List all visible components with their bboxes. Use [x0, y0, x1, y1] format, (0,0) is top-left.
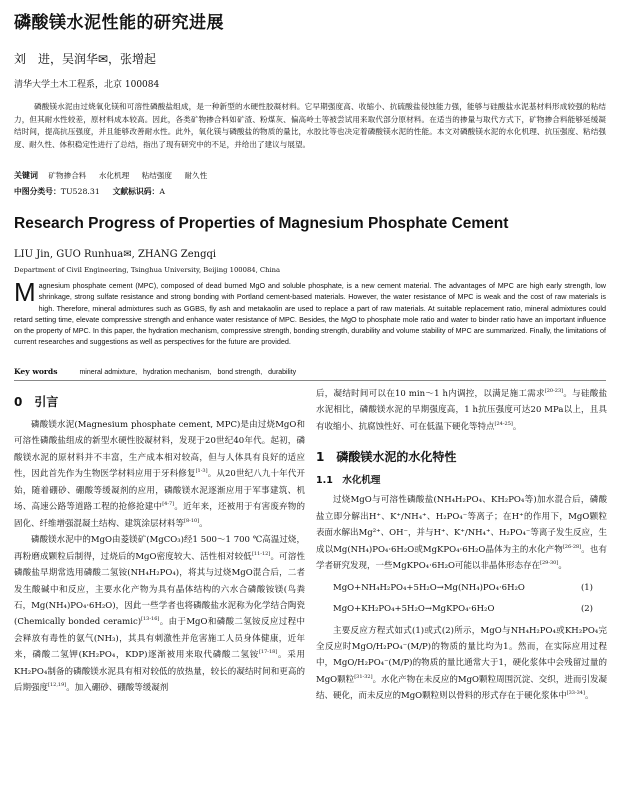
keyword-cn: 水化机理: [98, 171, 130, 180]
keyword-cn: 矿物掺合料: [48, 171, 87, 180]
keywords-cn-label: 关键词: [14, 171, 38, 180]
abstract-en-text: agnesium phosphate cement (MPC), composed of dead burned MgO and soluble phosphate, is a new cement material. The advantages of MPC are high early strength, low shrinkage, strong sulfate resistance and strong bonding with Portland cement-based materials. However, the water resistance of MPC is weak and the cost of raw materials is high. Therefore, mineral admixtures such as GGBS, fly ash and metakaolin are used to replace a part of raw materials. At suitable replacement ratio, mineral admixtures could retard setting time, elevate compressive strength and enhance water resistance of MPC. Besides, the MgO to phosphate mole ratio and water to binder ratio have an important influence on the property of MPC. In this paper, the hydration mechanism, compressive strength, bonding strength, durability and volume stability of MPC are summarized. Finally, the limitations of current researches and suggestions as well as perspectives for the future are provided.: [14, 281, 606, 347]
equation-number: (2): [580, 604, 593, 615]
text-run: 。采用KH₂PO₄制备的磷酸镁水泥具有相对较低的放热量，较长的凝结时间和更高的后期强度: [14, 650, 305, 694]
keyword-cn: 粘结强度: [141, 171, 172, 180]
text-run: 后，凝结时间可以在10 min～1 h内调控，以满足施工需求: [316, 389, 545, 399]
text-run: 。与硅酸盐水泥相比，磷酸镁水泥的早期强度高，1 h抗压强度可达20 MPa以上，且具有收缩小、抗腐蚀性好、可在低温下硬化等特点: [316, 389, 607, 432]
equation-1: [316, 580, 607, 596]
text-run: 。: [512, 421, 522, 432]
affiliation-cn: 清华大学土木工程系，北京 100084: [14, 80, 160, 90]
citation: [1-3]: [195, 468, 208, 475]
citation: [33-34]: [566, 690, 585, 697]
subsection-heading-1-1: 1.1 水化机理: [316, 475, 381, 487]
affiliation-en: Department of Civil Engineering, Tsinghua University, Beijing 100084, China: [14, 266, 281, 274]
keyword-en: mineral admixture,: [79, 369, 138, 376]
text-run: 。: [584, 691, 594, 702]
keyword-en: bond strength,: [217, 369, 263, 376]
left-column: [14, 386, 305, 697]
text-run: 。由于MgO和磷酸二氢铵反应过程中会释放有毒性的氨气(NH₃)，其具有刺激性并危害施工人员身体健康，近年来，磷酸二氢钾(KH₂PO₄，KDP)逐渐被用来取代磷酸二氢铵: [14, 617, 306, 661]
equation-number: (1): [580, 582, 593, 593]
text-run: 。: [199, 518, 208, 529]
citation: [17-18]: [258, 649, 278, 656]
equation-text: MgO+KH₂PO₄+5H₂O→MgKPO₄·6H₂O: [333, 604, 495, 615]
keywords-cn: [14, 170, 217, 181]
keyword-en: hydration mechanism,: [143, 369, 212, 376]
authors-en: LIU Jin, GUO Runhua✉, ZHANG Zengqi: [14, 249, 217, 260]
doc-code-value: A: [159, 187, 165, 196]
equation-text: MgO+NH₄H₂PO₄+5H₂O→Mg(NH₄)PO₄·6H₂O: [333, 582, 525, 593]
keywords-en-label: Key words: [14, 367, 58, 376]
paper-title-cn: 磷酸镁水泥性能的研究进展: [14, 13, 224, 33]
text-run: 。水化产物在未反应的MgO颗粒周围沉淀、交织，进而引发凝结、硬化，而未反应的MgO颗粒则以骨料的形式存在于硬化浆体中: [316, 674, 607, 702]
text-run: 。: [558, 561, 567, 572]
clc-value: TU528.31: [60, 187, 100, 196]
text-run: 。近年来，还被用于有害废弃物的固化、纤维增强混凝土结构、建筑涂层材料等: [14, 502, 305, 529]
keyword-en: durability: [268, 369, 297, 376]
hydration-paragraph-2: [316, 623, 607, 705]
text-run: 。可溶性磷酸盐早期常选用磷酸二氢铵(NH₄H₂PO₄)，将其与过烧MgO混合后，二者发生酸碱中和反应，主要水化产物为具有晶体结构的六水合磷酸铵镁(鸟粪石，Mg(NH₄)PO₄·6H₂O)，因此一些学者也将磷酸盐水泥称为化学结合陶瓷(Chemically bonded ceramic): [14, 551, 305, 628]
doc-code-label: 文献标识码：: [112, 187, 160, 196]
abstract-en: [14, 277, 606, 348]
citation: [26-28]: [562, 543, 582, 550]
text-run: 。从20世纪八九十年代开始，随着硼砂、硼酸等缓凝剂的应用，磷酸镁水泥逐渐应用于军事建筑、机场、高速公路等道路工程的抢修抢建中: [14, 469, 305, 513]
equation-2: [316, 601, 607, 617]
text-run: 磷酸镁水泥(Magnesium phosphate cement, MPC)是由过烧MgO和可溶性磷酸盐组成的新型水硬性胶凝材料，发现于20世纪40年代。起初，磷酸镁水泥的原材料并不丰富，生产成本相对较高，但与人体具有良好的适应性，因此首先作为生物医学材料应用于牙科修复: [14, 420, 305, 480]
section-divider: [14, 380, 606, 381]
authors-cn: 刘 进，吴润华✉，张增起: [14, 52, 157, 66]
section-heading-intro: 0 引言: [14, 395, 59, 409]
right-column: [316, 386, 607, 705]
citation: [11-12]: [251, 550, 271, 557]
citation: [31-32]: [354, 674, 373, 681]
keywords-en: [14, 367, 300, 376]
citation: [4-7]: [162, 501, 175, 508]
citation: [20-23]: [544, 388, 564, 395]
text-run: 。加入硼砂、硼酸等缓凝剂: [66, 683, 169, 694]
citation: [29-30]: [540, 560, 559, 567]
intro-paragraph-continued: [316, 386, 607, 435]
citation: [12,19]: [48, 682, 67, 689]
intro-paragraph-1: [14, 417, 305, 532]
text-run: 主要反应方程式如式(1)或式(2)所示，MgO与NH₄H₂PO₄或KH₂PO₄完全反应时MgO/H₂PO₄⁻(M/P)的物质的量比均为1。然而，在实际应用过程中，MgO/H₂PO₄⁻(M/P)的物质的量比通常大于1，硬化浆体中会残留过量的MgO颗粒: [316, 625, 607, 685]
citation: [8-10]: [184, 517, 200, 524]
intro-paragraph-2: [14, 532, 305, 697]
section-heading-1: 1 磷酸镁水泥的水化特性: [316, 450, 457, 465]
text-run: 过烧MgO与可溶性磷酸盐(NH₄H₂PO₄、KH₂PO₄等)加水混合后，磷酸盐立即分解出H⁺、K⁺/NH₄⁺、H₂PO₄⁻等离子；在H⁺的作用下，MgO颗粒表面水解出Mg²⁺、OH⁻，并与H⁺、K⁺/NH₄⁺、H₂PO₄⁻等离子发生反应，生成以Mg(NH₄)PO₄·6H₂O或MgKPO₄·6H₂O晶体为主的水化产物: [316, 495, 607, 555]
citation: [13-16]: [141, 616, 160, 623]
clc-label: 中图分类号：: [14, 187, 61, 196]
abstract-cn: 磷酸镁水泥由过烧氧化镁和可溶性磷酸盐组成，是一种新型的水硬性胶凝材料。它早期强度高、收缩小、抗硫酸盐侵蚀能力强，能够与硅酸盐水泥基材料形成较强的粘结力，但其耐水性较差，原材料成本较高。因此，各类矿物掺合料如矿渣、粉煤灰、偏高岭土等被尝试用来取代部分原材料。在适当的掺量与取代方式下，矿物掺合料能够延缓凝结时间，提高抗压强度，并且能够改善耐水性。此外，氧化镁与磷酸盐的物质的量比，水胶比等也决定着磷酸镁水泥的性能。本文对磷酸镁水泥的水化机理、抗压强度、粘结强度、耐久性、体积稳定性进行了总结，指出了现有研究中的不足，并给出了建议与展望。: [14, 102, 606, 149]
classification-line: [14, 186, 175, 197]
paper-title-en: Research Progress of Properties of Magnesium Phosphate Cement: [14, 215, 509, 232]
citation: [24-25]: [494, 421, 513, 428]
hydration-paragraph-1: [316, 492, 607, 574]
text-run: 磷酸镁水泥中的MgO由菱镁矿(MgCO₃)经1 500～1 700 ℃高温过烧，再粉磨成颗粒后制得，过烧后的MgO密度较大、活性相对较低: [14, 535, 305, 562]
text-run: 。也有学者研究发现，一些MgKPO₄·6H₂O可能以非晶体形态存在: [316, 544, 607, 572]
drop-cap: M: [14, 277, 36, 307]
keyword-cn: 耐久性: [184, 171, 208, 180]
